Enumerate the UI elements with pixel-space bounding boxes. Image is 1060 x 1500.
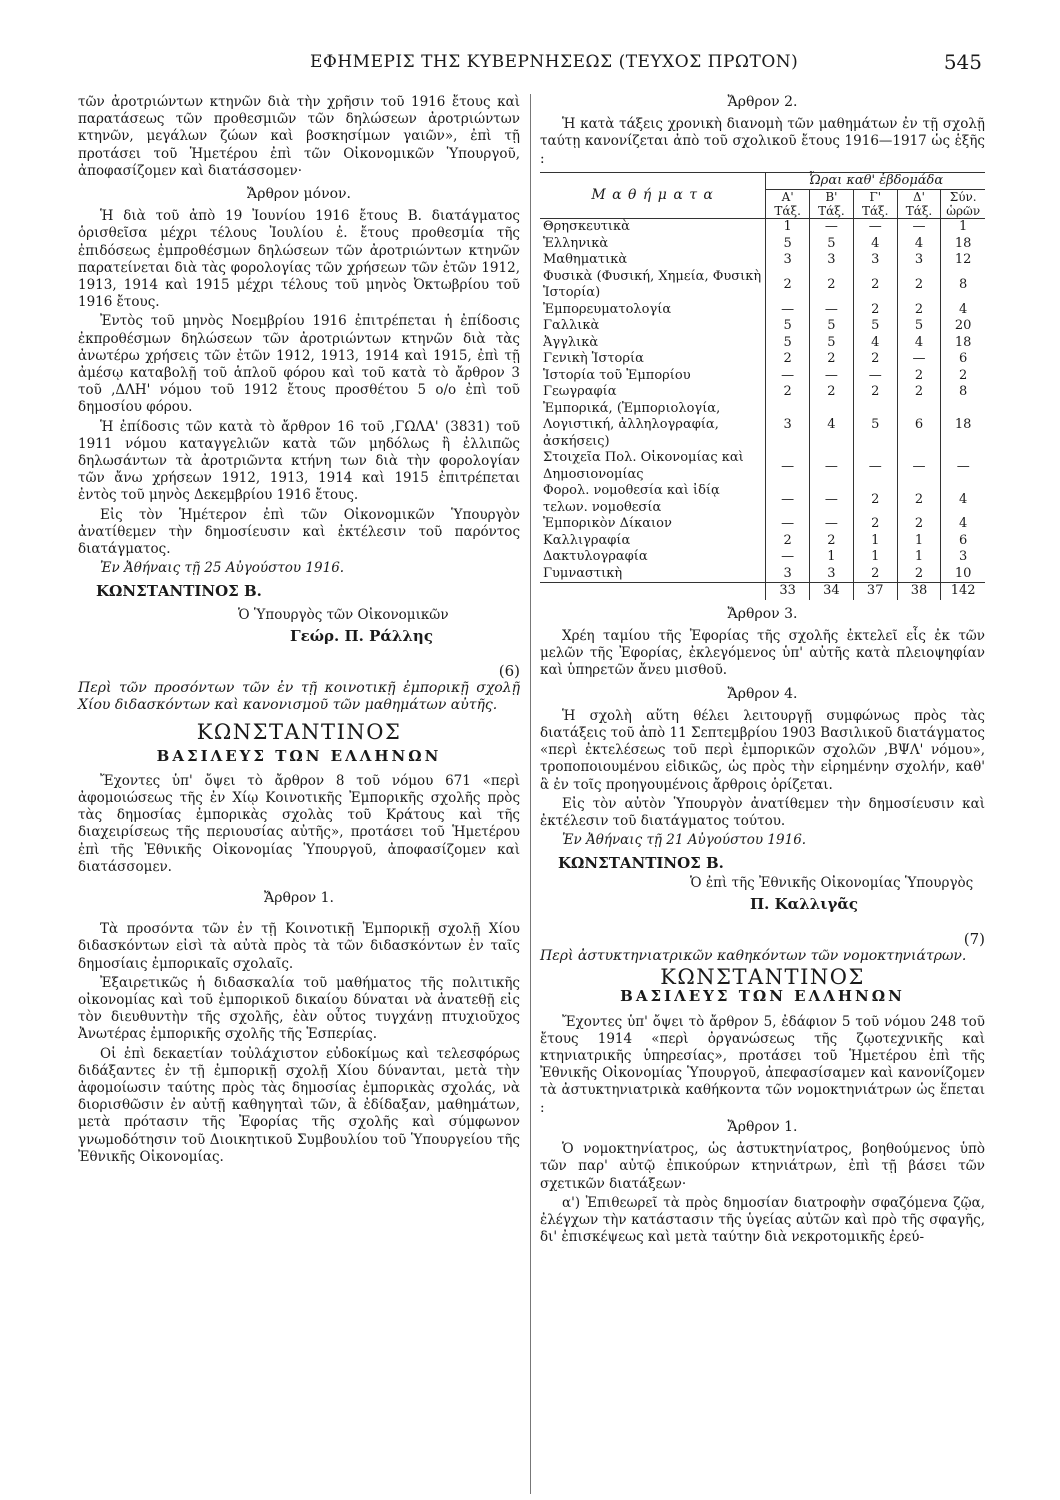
hours-cell: 1 <box>897 549 941 566</box>
subject-cell: Θρησκευτικὰ <box>540 219 766 236</box>
hours-cell: 2 <box>853 384 897 401</box>
hours-cell: 3 <box>766 252 810 269</box>
hours-cell: 4 <box>959 516 968 532</box>
table-row <box>540 450 985 483</box>
hours-cell: 3 <box>810 566 854 583</box>
table-body <box>540 219 985 583</box>
table-row <box>540 318 985 335</box>
hours-cell: 2 <box>897 483 941 516</box>
table-row <box>540 219 985 236</box>
decree-title: Περὶ τῶν προσόντων τῶν ἐν τῇ κοινοτικῇ ἐμπορικῇ σχολῇ Χίου διδασκόντων καὶ κανονισμοῦ τῶν μαθημάτων αὐτῆς. <box>78 680 520 714</box>
hours-cell: — <box>853 450 897 483</box>
minister-name: Π. Καλλιγᾶς <box>750 894 859 913</box>
hours-cell: 3 <box>897 252 941 269</box>
hours-cell: 2 <box>853 483 897 516</box>
hours-cell: — <box>766 368 810 385</box>
paragraph: Ἡ σχολὴ αὕτη θέλει λειτουργῇ συμφώνως πρὸς τὰς διατάξεις τοῦ ἀπὸ 11 Σεπτεμβρίου 1903 Βασιλικοῦ διατάγματος «περὶ ἐκτελέσεως τοῦ περὶ ἐμπορικῶν σχολῶν ,ΒΨΛ' νόμου», τροποποιουμένου εἰδικῶς, ὡς πρὸς τὴν εἰρημένην σχολήν, καθ' ἃ ἐν τοῖς προηγουμένοις ἄρθροις ὁρίζεται. <box>540 707 985 793</box>
hours-cell: 1 <box>959 219 968 235</box>
paragraph: Οἱ ἐπὶ δεκαετίαν τοὐλάχιστον εὐδοκίμως καὶ τελεσφόρως διδάξαντες ἐν τῇ ἐμπορικῇ σχολῇ Χίου δύνανται, μετὰ τὴν ἀφομοίωσιν ταύτης πρὸς τὰς δημοσίας ἐμπορικὰς σχολάς, νὰ διορισθῶσιν ἐν αὐτῇ καθηγηταὶ τῶν, ἃ ἐδίδαξαν, μαθημάτων, μετὰ πρότασιν τῆς Ἐφορίας τῆς σχολῆς καὶ σύμφωνον γνωμοδότησιν τοῦ Διοικητικοῦ Συμβουλίου τοῦ Ὑπουργείου τῆς Ἐθνικῆς Οἰκονομίας. <box>78 1045 520 1165</box>
paragraph: Τὰ προσόντα τῶν ἐν τῇ Κοινοτικῇ Ἐμπορικῇ σχολῇ Χίου διδασκόντων εἰσὶ τὰ αὐτὰ πρὸς τὰ τῶν διδασκόντων ἐν ταῖς δημοσίαις ἐμπορικαῖς σχολαῖς. <box>78 921 520 972</box>
hours-cell: 18 <box>954 235 972 251</box>
hours-cell: 1 <box>897 533 941 550</box>
king-signature: ΚΩΝΣΤΑΝΤΙΝΟΣ Β. <box>558 854 724 873</box>
table-row <box>540 549 985 566</box>
subject-cell: Στοιχεῖα Πολ. Οἰκονομίας καὶ Δημοσιονομίας <box>540 450 766 483</box>
table-col-header: Δ' Τάξ. <box>897 190 941 219</box>
hours-cell: 2 <box>897 384 941 401</box>
hours-cell: 8 <box>959 384 968 400</box>
hours-cell: 2 <box>766 351 810 368</box>
basileus-heading: ΒΑΣΙΛΕΥΣ ΤΩΝ ΕΛΛΗΝΩΝ <box>156 746 442 765</box>
minister-name: Γεώρ. Π. Ράλλης <box>290 626 433 645</box>
total-cell: 37 <box>853 583 897 600</box>
hours-cell: 2 <box>810 533 854 550</box>
hours-cell: — <box>810 516 854 533</box>
left-column <box>78 94 520 1168</box>
page-number: 545 <box>943 50 982 74</box>
hours-cell: — <box>766 483 810 516</box>
hours-cell: 2 <box>959 367 968 383</box>
table-col-header: Σύν. ὡρῶν <box>941 190 985 219</box>
subject-cell: Γεωγραφία <box>540 384 766 401</box>
hours-cell: 2 <box>766 384 810 401</box>
table-row <box>540 483 985 516</box>
schedule-table <box>540 172 985 600</box>
table-row <box>540 533 985 550</box>
total-cell: 38 <box>897 583 941 600</box>
hours-cell: — <box>766 302 810 319</box>
hours-cell: — <box>810 368 854 385</box>
article-heading: Ἄρθρον μόνον. <box>247 186 351 203</box>
hours-cell: 5 <box>810 335 854 352</box>
decree-number: (7) <box>963 930 985 949</box>
minister-title: Ὁ ἐπὶ τῆς Ἐθνικῆς Οἰκονομίας Ὑπουργὸς <box>690 874 974 891</box>
gazette-title: ΕΦΗΜΕΡΙΣ ΤΗΣ ΚΥΒΕΡΝΗΣΕΩΣ (ΤΕΥΧΟΣ ΠΡΩΤΟΝ) <box>310 52 799 72</box>
hours-cell: 2 <box>766 533 810 550</box>
hours-cell: 6 <box>897 401 941 451</box>
hours-cell: 5 <box>766 236 810 253</box>
basileus-heading: ΒΑΣΙΛΕΥΣ ΤΩΝ ΕΛΛΗΝΩΝ <box>620 987 905 1006</box>
minister-title: Ὁ Ὑπουργὸς τῶν Οἰκονομικῶν <box>238 606 449 623</box>
hours-cell: 2 <box>810 351 854 368</box>
decree-date: Ἐν Ἀθήναις τῇ 25 Αὐγούστου 1916. <box>100 560 345 577</box>
total-cell: 142 <box>941 583 985 600</box>
subject-cell: Ἀγγλικὰ <box>540 335 766 352</box>
preamble: Ἔχοντες ὑπ' ὄψει τὸ ἄρθρον 8 τοῦ νόμου 671 «περὶ ἀφομοιώσεως τῆς ἐν Χίῳ Κοινοτικῆς Ἐμπορικῆς σχολῆς πρὸς τὰς δημοσίας ἐμπορικὰς σχολὰς τοῦ Κράτους καὶ τῆς διαχειρίσεως τῆς περιουσίας αὐτῆς», προτάσει τοῦ Ἡμετέρου ἐπὶ τῆς Ἐθνικῆς Οἰκονομίας Ὑπουργοῦ, ἀποφασίζομεν καὶ διατάσσομεν. <box>78 772 520 875</box>
subject-cell: Γαλλικὰ <box>540 318 766 335</box>
subject-cell: Φυσικὰ (Φυσική, Χημεία, Φυσικὴ Ἱστορία) <box>540 269 766 302</box>
paragraph: Εἰς τὸν Ἡμέτερον ἐπὶ τῶν Οἰκονομικῶν Ὑπουργὸν ἀνατίθεμεν τὴν δημοσίευσιν καὶ ἐκτέλεσιν τοῦ παρόντος διατάγματος. <box>78 506 520 558</box>
article-heading: Ἄρθρον 3. <box>727 605 798 622</box>
hours-cell: 6 <box>959 532 968 548</box>
subject-cell: Ἐμπορευματολογία <box>540 302 766 319</box>
hours-cell: 3 <box>959 549 968 565</box>
hours-cell: 5 <box>853 318 897 335</box>
hours-cell: 3 <box>766 566 810 583</box>
hours-cell: 2 <box>897 566 941 583</box>
hours-cell: 3 <box>853 252 897 269</box>
table-row <box>540 252 985 269</box>
table-header-row <box>540 172 985 190</box>
subject-cell: Ἐμπορικά, (Ἐμποριολογία, Λογιστική, ἀλληλογραφία, ἀσκήσεις) <box>540 401 766 451</box>
hours-cell: 2 <box>810 269 854 302</box>
hours-cell: 5 <box>766 318 810 335</box>
hours-cell: — <box>853 368 897 385</box>
article-heading: Ἄρθρον 1. <box>264 889 334 906</box>
table-row <box>540 335 985 352</box>
subject-cell: Καλλιγραφία <box>540 533 766 550</box>
hours-cell: 1 <box>810 549 854 566</box>
hours-cell: — <box>810 302 854 319</box>
hours-cell: — <box>897 450 941 483</box>
subjects-header: Μ α θ ή μ α τ α <box>540 172 766 219</box>
hours-cell: 4 <box>959 301 968 317</box>
paragraph: α') Ἐπιθεωρεῖ τὰ πρὸς δημοσίαν διατροφὴν σφαζόμενα ζῷα, ἐλέγχων τὴν κατάστασιν τῆς ὑγείας αὐτῶν καὶ πρὸ τῆς σφαγῆς, δι' ἐπισκέψεως καὶ μετὰ ταύτην διὰ νεκροτομικῆς ἐρεύ- <box>540 1194 985 1246</box>
hours-cell: 4 <box>853 236 897 253</box>
paragraph: Ὁ νομοκτηνίατρος, ὡς ἀστυκτηνίατρος, βοηθούμενος ὑπὸ τῶν παρ' αὐτῷ ἐπικούρων κτηνιάτρων, ἐπὶ τῇ βάσει τῶν σχετικῶν διατάξεων· <box>540 1141 985 1192</box>
hours-cell: 2 <box>897 269 941 302</box>
hours-cell: 4 <box>897 236 941 253</box>
table-row <box>540 516 985 533</box>
subject-cell: Ἐμπορικὸν Δίκαιον <box>540 516 766 533</box>
hours-cell: 4 <box>897 335 941 352</box>
hours-cell: 2 <box>810 384 854 401</box>
hours-cell: 5 <box>810 318 854 335</box>
hours-cell: 8 <box>959 277 968 293</box>
hours-cell: 5 <box>853 401 897 451</box>
page-header <box>0 52 1060 82</box>
paragraph: Ἡ κατὰ τάξεις χρονικὴ διανομὴ τῶν μαθημάτων ἐν τῇ σχολῇ ταύτῃ κανονίζεται ἀπὸ τοῦ σχολικοῦ ἔτους 1916—1917 ὡς ἑξῆς : <box>540 116 985 167</box>
hours-cell: 18 <box>954 417 972 433</box>
totals-label-cell <box>540 583 766 600</box>
decree-number: (6) <box>498 662 520 681</box>
paragraph: Χρέη ταμίου τῆς Ἐφορίας τῆς σχολῆς ἐκτελεῖ εἷς ἐκ τῶν μελῶν τῆς Ἐφορίας, ἐκλεγόμενος ὑπ' αὐτῆς κατὰ πλειοψηφίαν καὶ ὑπηρετῶν ἄνευ μισθοῦ. <box>540 628 985 679</box>
hours-cell: 6 <box>959 351 968 367</box>
hours-cell: 2 <box>853 516 897 533</box>
column-divider <box>530 94 531 1494</box>
paragraph: Ἡ διὰ τοῦ ἀπὸ 19 Ἰουνίου 1916 ἔτους Β. διατάγματος ὁρισθεῖσα μέχρι τέλους Ἰουλίου ἐ. ἔτους προθεσμία τῆς ἐπιδόσεως ἐμπροθέσμων δηλώσεων τῶν ἀροτριώντων κτηνῶν παρατείνεται διὰ τὰς φορολογίας τῶν χρήσεων τῶν ἐτῶν 1912, 1913, 1914 καὶ 1915 μέχρι τέλους τοῦ μηνὸς Ὀκτωβρίου τοῦ 1916 ἔτους. <box>78 208 520 311</box>
king-signature: ΚΩΝΣΤΑΝΤΙΝΟΣ Β. <box>96 582 262 601</box>
preamble: Ἔχοντες ὑπ' ὄψει τὸ ἄρθρον 5, ἐδάφιον 5 τοῦ νόμου 248 τοῦ ἔτους 1914 «περὶ ὀργανώσεως τῆς ζῳοτεχνικῆς καὶ κτηνιατρικῆς ὑπηρεσίας», προτάσει τοῦ Ἡμετέρου ἐπὶ τῆς Ἐθνικῆς Οἰκονομίας Ὑπουργοῦ, ἀπεφασίσαμεν καὶ κανονίζομεν τὰ ἀστυκτηνιατρικὰ καθήκοντα τῶν νομοκτηνιάτρων ὡς ἕπεται : <box>540 1013 985 1116</box>
subject-cell: Δακτυλογραφία <box>540 549 766 566</box>
total-cell: 33 <box>766 583 810 600</box>
table-col-header: Α' Τάξ. <box>766 190 810 219</box>
hours-cell: 2 <box>897 368 941 385</box>
paragraph: Εἰς τὸν αὐτὸν Ὑπουργὸν ἀνατίθεμεν τὴν δημοσίευσιν καὶ ἐκτέλεσιν τοῦ διατάγματος τούτου. <box>540 795 985 830</box>
table-row <box>540 269 985 302</box>
hours-cell: — <box>897 351 941 368</box>
hours-cell: 2 <box>766 269 810 302</box>
table-row <box>540 302 985 319</box>
hours-cell: 10 <box>954 565 972 581</box>
hours-cell: — <box>766 549 810 566</box>
subject-cell: Ἱστορία τοῦ Ἐμπορίου <box>540 368 766 385</box>
hours-cell: — <box>956 458 970 474</box>
article-heading: Ἄρθρον 2. <box>727 94 798 110</box>
hours-cell: 1 <box>853 549 897 566</box>
hours-cell: 5 <box>810 236 854 253</box>
hours-cell: 5 <box>766 335 810 352</box>
table-row <box>540 368 985 385</box>
paragraph: Ἐντὸς τοῦ μηνὸς Νοεμβρίου 1916 ἐπιτρέπεται ἡ ἐπίδοσις ἐκπροθέσμων δηλώσεων τῶν ἀροτριώντων κτηνῶν διὰ τὰς ἀνωτέρω χρήσεις τῶν ἐτῶν 1912, 1913, 1914 καὶ 1915, ἐπὶ τῇ ἀμέσῳ καταβολῇ τοῦ ἁπλοῦ φόρου καὶ τοῦ κατὰ τὸ ἄρθρον 3 τοῦ ,ΔΛΗ' νόμου τοῦ 1912 ἔτους προσθέτου 5 ο/ο ἐπὶ τοῦ δημοσίου φόρου. <box>78 313 520 416</box>
hours-cell: 2 <box>897 516 941 533</box>
decree-date: Ἐν Ἀθήναις τῇ 21 Αὐγούστου 1916. <box>562 832 807 849</box>
intro-paragraph: τῶν ἀροτριώντων κτηνῶν διὰ τὴν χρῆσιν τοῦ 1916 ἔτους καὶ παρατάσεως τῶν προθεσμιῶν τῶν δηλώσεων ἀροτριώντων κτηνῶν, μεγάλων ζώων καὶ βοσκησίμων γαιῶν», ἐπὶ τῇ προτάσει τοῦ Ἡμετέρου ἐπὶ τῶν Οἰκονομικῶν Ὑπουργοῦ, ἀποφασίζομεν καὶ διατάσσομεν· <box>78 94 520 179</box>
hours-cell: 20 <box>954 318 972 334</box>
hours-cell: 1 <box>766 219 810 236</box>
subject-cell: Φορολ. νομοθεσία καὶ ἰδίᾳ τελων. νομοθεσία <box>540 483 766 516</box>
hours-cell: 2 <box>853 302 897 319</box>
hours-cell: 3 <box>810 252 854 269</box>
hours-cell: 18 <box>954 334 972 350</box>
hours-cell: 2 <box>853 566 897 583</box>
hours-cell: 4 <box>853 335 897 352</box>
hours-cell: 2 <box>853 269 897 302</box>
hours-cell: — <box>766 450 810 483</box>
hours-cell: — <box>810 450 854 483</box>
hours-cell: 5 <box>897 318 941 335</box>
hours-cell: 2 <box>897 302 941 319</box>
king-heading: ΚΩΝΣΤΑΝΤΙΝΟΣ <box>660 965 865 990</box>
hours-cell: — <box>766 516 810 533</box>
table-row <box>540 401 985 451</box>
table-row <box>540 236 985 253</box>
king-heading: ΚΩΝΣΤΑΝΤΙΝΟΣ <box>196 720 402 745</box>
hours-cell: 2 <box>853 351 897 368</box>
table-totals-row <box>540 583 985 600</box>
paragraph: Ἐξαιρετικῶς ἡ διδασκαλία τοῦ μαθήματος τῆς πολιτικῆς οἰκονομίας καὶ τοῦ ἐμπορικοῦ δικαίου δύναται νὰ ἀνατεθῇ εἰς τὸν διευθυντὴν τῆς σχολῆς, ἐὰν οὗτος τυγχάνῃ πτυχιοῦχος Ἀνωτέρας ἐμπορικῆς σχολῆς τῆς Ἑσπερίας. <box>78 974 520 1043</box>
table-row <box>540 566 985 583</box>
article-heading: Ἄρθρον 1. <box>727 1118 798 1135</box>
subject-cell: Μαθηματικὰ <box>540 252 766 269</box>
hours-cell: — <box>810 483 854 516</box>
total-cell: 34 <box>810 583 854 600</box>
hours-cell: — <box>810 219 854 236</box>
hours-cell: 4 <box>959 491 968 507</box>
article-heading: Ἄρθρον 4. <box>727 685 798 702</box>
subject-cell: Ἑλληνικὰ <box>540 236 766 253</box>
hours-cell: 3 <box>766 401 810 451</box>
subject-cell: Γυμναστικὴ <box>540 566 766 583</box>
hours-cell: — <box>853 219 897 236</box>
table-col-header: Β' Τάξ. <box>810 190 854 219</box>
right-column <box>540 94 985 1248</box>
paragraph: Ἡ ἐπίδοσις τῶν κατὰ τὸ ἄρθρον 16 τοῦ ,ΓΩΛΑ' (3831) τοῦ 1911 νόμου καταγγελιῶν κατὰ τῶν μηδόλως ἢ ἐλλιπῶς δηλωσάντων τὰ ἀροτριῶντα κτήνη των διὰ τὴν φορολογίαν τῶν ἄνω χρήσεων 1912, 1913, 1914 καὶ 1915 ἐπιτρέπεται ἐντὸς τοῦ μηνὸς Δεκεμβρίου 1916 ἔτους. <box>78 418 520 504</box>
subject-cell: Γενικὴ Ἱστορία <box>540 351 766 368</box>
decree-title: Περὶ ἀστυκτηνιατρικῶν καθηκόντων τῶν νομοκτηνιάτρων. <box>540 948 967 965</box>
hours-cell: — <box>897 219 941 236</box>
hours-cell: 4 <box>810 401 854 451</box>
table-row <box>540 351 985 368</box>
hours-cell: 12 <box>954 252 972 268</box>
hours-header: Ὧραι καθ' ἑβδομάδα <box>766 172 985 190</box>
table-row <box>540 384 985 401</box>
hours-cell: 1 <box>853 533 897 550</box>
table-col-header: Γ' Τάξ. <box>853 190 897 219</box>
